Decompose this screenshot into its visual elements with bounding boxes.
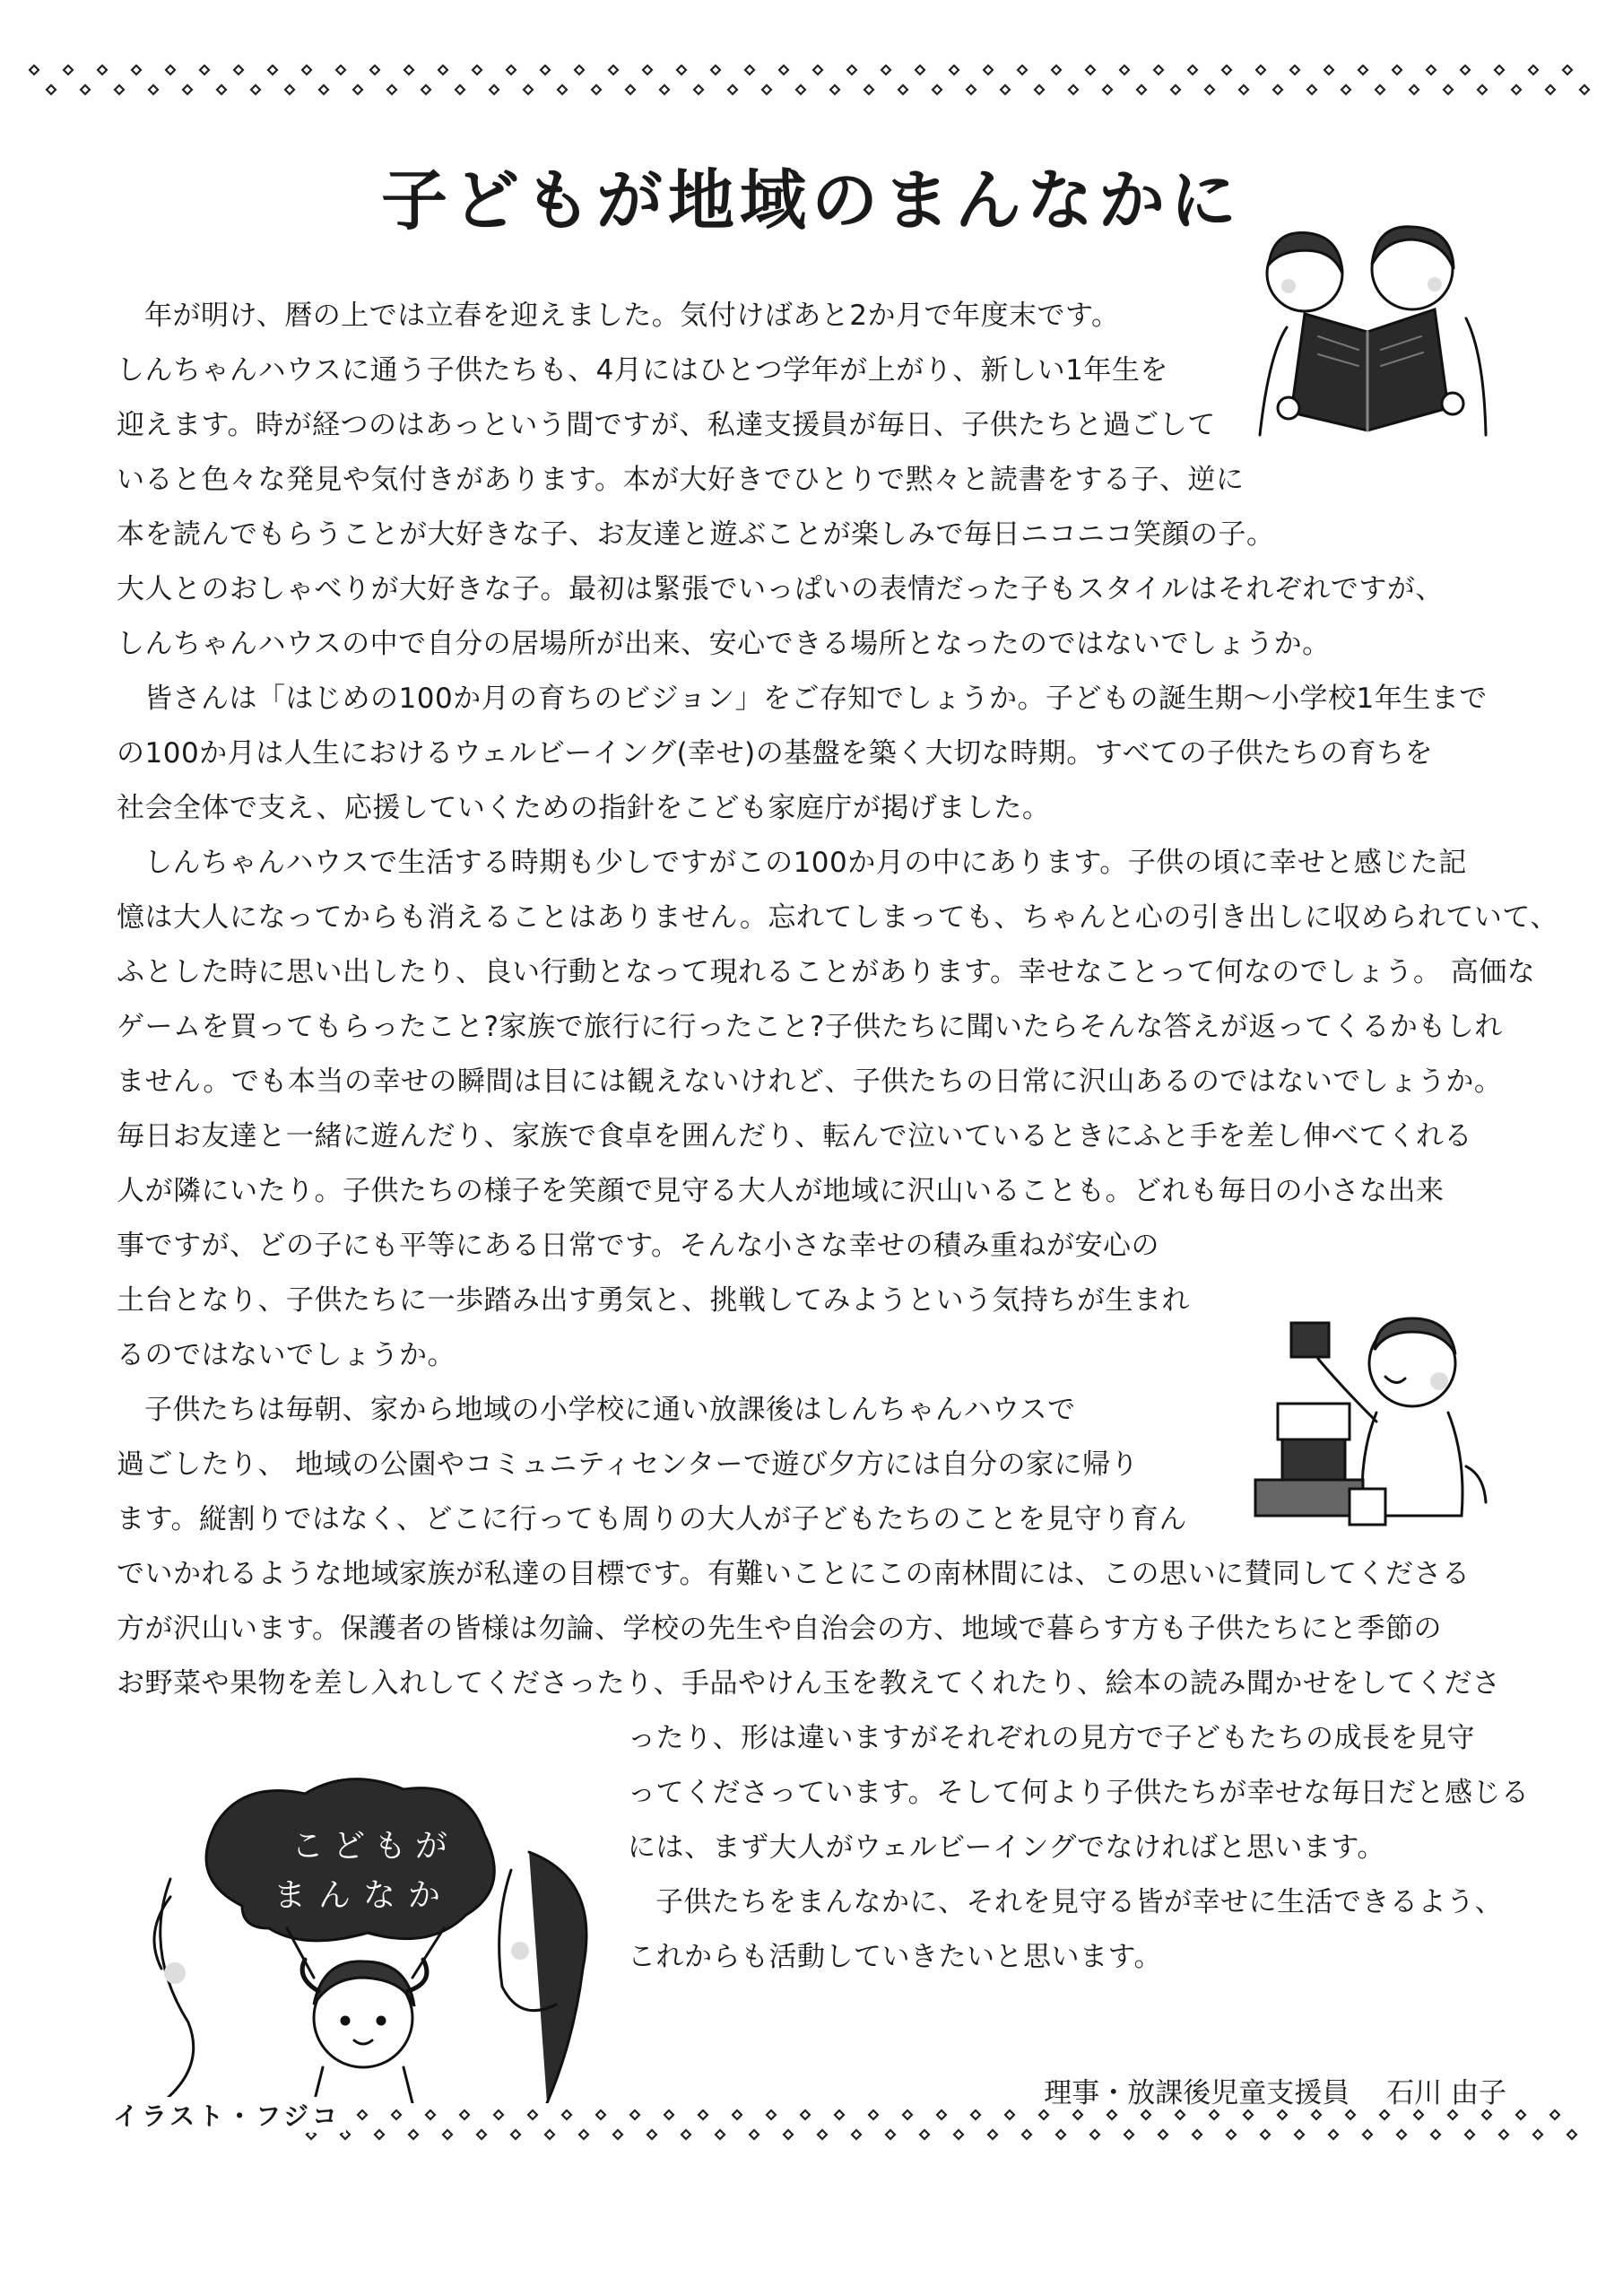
diamond-icon [1516,2110,1525,2119]
diamond-icon [937,2110,946,2119]
diamond-icon [1256,65,1265,74]
diamond-icon [473,65,482,74]
diamond-icon [1205,85,1214,94]
paragraph-4 [117,1383,1501,1711]
diamond-icon [1341,85,1350,94]
paragraph-line: ます。縦割りではなく、どこに行っても周りの大人が子どもたちのことを見守り育ん [117,1503,1187,1535]
diamond-icon [353,85,362,94]
diamond-icon [1141,2110,1150,2119]
diamond-icon [1414,2110,1423,2119]
diamond-icon [643,65,652,74]
paragraph-line: これからも活動していきたいと思います。 [628,1941,1163,1973]
diamond-icon [1137,85,1146,94]
diamond-icon [813,65,822,74]
diamond-icon [1363,2130,1372,2139]
diamond-icon [1448,2110,1457,2119]
diamond-icon [881,65,890,74]
diamond-icon [886,2130,895,2139]
diamond-icon [801,2110,810,2119]
diamond-icon [370,65,379,74]
diamond-icon [1239,85,1248,94]
diamond-icon [1427,65,1436,74]
diamond-icon [1154,65,1163,74]
diamond-icon [1103,85,1112,94]
diamond-icon [677,65,686,74]
diamond-icon [664,2110,673,2119]
diamond-icon [835,2110,844,2119]
paragraph-line: ってくださっています。そして何より子供たちが幸せな毎日だと感じる [628,1777,1530,1809]
diamond-icon [438,65,447,74]
diamond-icon [609,65,618,74]
paragraph-line: 事ですが、どの子にも平等にある日常です。そんな小さな幸せの積み重ねが安心の [117,1230,1160,1262]
diamond-icon [1312,2110,1321,2119]
diamond-icon [149,85,158,94]
diamond-icon [699,2110,707,2119]
diamond-icon [1495,65,1504,74]
diamond-icon [64,65,73,74]
diamond-icon [1188,65,1197,74]
diamond-icon [1159,2130,1167,2139]
diamond-icon [183,85,192,94]
paragraph-line: いると色々な発見や気付きがあります。本が大好きでひとりで黙々と読書をする子、逆に [117,464,1245,496]
diamond-icon [1329,2130,1338,2139]
paragraph-line: 子供たちをまんなかに、それを見守る皆が幸せに生活できるよう、 [655,1886,1503,1918]
diamond-icon [528,2110,537,2119]
diamond-icon [1227,2130,1236,2139]
diamond-icon [869,2110,878,2119]
paragraph-line: 過ごしたり、 地域の公園やコミュニティセンターで遊び夕方には自分の家に帰り [117,1448,1140,1481]
diamond-icon [1210,2110,1219,2119]
diamond-icon [1052,65,1061,74]
diamond-icon [1478,85,1487,94]
diamond-icon [392,2110,401,2119]
diamond-icon [1431,2130,1440,2139]
diamond-icon [1324,65,1333,74]
diamond-icon [1290,65,1299,74]
diamond-icon [916,65,924,74]
diamond-icon [1176,2110,1185,2119]
diamond-icon [1546,85,1555,94]
diamond-icon [456,85,464,94]
paragraph-2 [117,672,1488,836]
diamond-icon [1512,85,1521,94]
diamond-icon [660,85,669,94]
diamond-icon [767,2110,776,2119]
diamond-icon [681,2130,690,2139]
diamond-icon [796,85,805,94]
diamond-icon [336,65,345,74]
diamond-icon [626,85,635,94]
diamond-icon [903,2110,912,2119]
diamond-icon [711,65,720,74]
diamond-icon [1001,85,1010,94]
top-diamond-border [27,54,1596,108]
diamond-icon [762,85,771,94]
paragraph-line: しんちゃんハウスに通う子供たちも、4月にはひとつ学年が上がり、新しい1年生を [117,354,1168,387]
diamond-icon [166,65,175,74]
diamond-icon [864,85,873,94]
diamond-icon [575,65,584,74]
diamond-icon [1393,65,1402,74]
paragraph-line: 方が沢山います。保護者の皆様は勿論、学校の先生や自治会の方、地域で暮らす方も子供たちにと季節の [117,1613,1443,1645]
diamond-icon [596,2110,605,2119]
diamond-icon [460,2110,469,2119]
diamond-icon [1124,2130,1133,2139]
diamond-icon [558,85,567,94]
diamond-icon [733,2110,742,2119]
diamond-icon [1273,85,1282,94]
author-signature: 理事・放課後児童支援員 石川 由子 [1044,2077,1506,2109]
diamond-icon [1005,2110,1014,2119]
diamond-icon [1376,85,1384,94]
diamond-icon [421,85,430,94]
diamond-icon [898,85,907,94]
paragraph-line: でいかれるような地域家族が私達の目標です。有難いことにこの南林間には、この思いに賛同してくださる [117,1558,1471,1590]
diamond-icon [1529,65,1538,74]
diamond-icon [784,2130,793,2139]
diamond-icon [1346,2110,1355,2119]
paragraph-line: 憶は大人になってからも消えることはありません。忘れてしまっても、ちゃんと心の引き出しに収められていて、 [117,901,1558,934]
diamond-icon [217,85,226,94]
diamond-icon [750,2130,759,2139]
diamond-icon [1567,2130,1576,2139]
diamond-icon [234,65,243,74]
diamond-icon [1244,2110,1253,2119]
diamond-icon [1278,2110,1287,2119]
diamond-icon [1410,85,1419,94]
diamond-icon [426,2110,435,2119]
diamond-icon [779,65,788,74]
diamond-icon [1563,65,1572,74]
diamond-icon [647,2130,656,2139]
paragraph-line: 人が隣にいたり。子供たちの様子を笑顔で見守る大人が地域に沢山いることも。どれも毎日の小さな出来 [117,1175,1445,1207]
diamond-icon [490,85,499,94]
diamond-icon [319,85,328,94]
diamond-icon [1295,2130,1304,2139]
diamond-icon [443,2130,452,2139]
paragraph-line: 年が明け、暦の上では立春を迎えました。気付けばあと2か月で年度末です。 [144,300,1120,332]
paragraph-line: お野菜や果物を差し入れしてくださったり、手品やけん玉を教えてくれたり、絵本の読み聞かせをしてくださ [117,1667,1501,1700]
diamond-icon [1120,65,1129,74]
diamond-icon [285,85,294,94]
diamond-icon [524,85,533,94]
diamond-icon [1039,2110,1048,2119]
diamond-icon [1580,85,1589,94]
diamond-icon [1358,65,1367,74]
diamond-icon [375,2130,384,2139]
diamond-icon [1073,2110,1082,2119]
diamond-icon [477,2130,486,2139]
paragraph-line: の100か月は人生におけるウェルビーイング(幸せ)の基盤を築く大切な時期。すべての子供たちの育ちを [117,737,1434,770]
diamond-icon [358,2110,367,2119]
paragraph-line: 大人とのおしゃべりが大好きな子。最初は緊張でいっぱいの表情だった子もスタイルはそれぞれですが、 [117,573,1444,605]
diamond-icon [988,2130,997,2139]
cloud-text-line1: こどもが [291,1828,457,1865]
paragraph-3 [117,836,1558,1383]
diamond-icon [1035,85,1044,94]
paragraph-line: 土台となり、子供たちに一歩踏み出す勇気と、挑戦してみようという気持ちが生まれ [117,1284,1190,1317]
paragraph-line: 本を読んでもらうことが大好きな子、お友達と遊ぶことが楽しみで毎日ニコニコ笑顔の子。 [117,518,1275,551]
diamond-icon [507,65,516,74]
paragraph-line: しんちゃんハウスの中で自分の居場所が出来、安心できる場所となったのではないでしょうか。 [117,628,1331,660]
diamond-icon [847,65,856,74]
diamond-icon [1380,2110,1389,2119]
diamond-icon [1222,65,1231,74]
paragraph-line: 迎えます。時が経つのはあっという間ですが、私達支援員が毎日、子供たちと過ごして [117,409,1216,441]
diamond-icon [98,65,107,74]
diamond-icon [920,2130,929,2139]
diamond-icon [984,65,993,74]
diamond-icon [971,2110,980,2119]
diamond-icon [579,2130,588,2139]
paragraph-line: るのではないでしょうか。 [117,1339,456,1371]
diamond-icon [1482,2110,1491,2119]
diamond-icon [1171,85,1180,94]
diamond-icon [933,85,942,94]
diamond-icon [387,85,396,94]
family-cloud-illustration [135,1771,601,2103]
diamond-icon [592,85,601,94]
paragraph-line: ゲームを買ってもらったこと?家族で旅行に行ったこと?子供たちに聞いたらそんな答えが返ってくるかもしれ [117,1011,1503,1043]
diamond-icon [1090,2130,1099,2139]
diamond-icon [967,85,976,94]
page-title: 子どもが地域のまんなかに [381,162,1242,239]
diamond-icon [1444,85,1453,94]
illustration-credit: イラスト・フジコ [108,2097,346,2133]
diamond-icon [1533,2130,1542,2139]
diamond-icon [494,2110,503,2119]
diamond-icon [132,65,141,74]
diamond-icon [1086,65,1095,74]
paragraph-line: 皆さんは「はじめの100か月の育ちのビジョン」をご存知でしょうか。子どもの誕生期～小学校1年生まで [144,683,1488,715]
paragraph-5 [628,1711,1530,1875]
diamond-icon [1397,2130,1406,2139]
diamond-icon [47,85,56,94]
diamond-icon [562,2110,571,2119]
paragraph-line: ふとした時に思い出したり、良い行動となって現れることがあります。幸せなことって何なのでしょう。 高価な [117,956,1536,988]
diamond-icon [630,2110,639,2119]
diamond-icon [1069,85,1078,94]
diamond-icon [251,85,260,94]
diamond-icon [1022,2130,1031,2139]
diamond-icon [1465,2130,1474,2139]
paragraph-line: には、まず大人がウェルビーイングでなければと思います。 [628,1831,1385,1864]
diamond-icon [613,2130,622,2139]
diamond-icon [268,65,277,74]
paragraph-line: しんちゃんハウスで生活する時期も少しですがこの100か月の中にあります。子供の頃に幸せと感じた記 [144,847,1467,879]
diamond-icon [716,2130,725,2139]
diamond-icon [818,2130,827,2139]
diamond-icon [511,2130,520,2139]
diamond-icon [409,2130,418,2139]
paragraph-line: ません。でも本当の幸せの瞬間は目には観えないけれど、子供たちの日常に沢山あるのではないでしょうか。 [117,1065,1503,1098]
paragraph-line: ったり、形は違いますがそれぞれの見方で子どもたちの成長を見守 [628,1722,1475,1754]
paragraph-1 [117,289,1444,672]
diamond-icon [404,65,413,74]
diamond-icon [81,85,90,94]
diamond-icon [200,65,209,74]
paragraph-line: 子供たちは毎朝、家から地域の小学校に通い放課後はしんちゃんハウスで [144,1394,1076,1426]
diamond-icon [1499,2130,1508,2139]
diamond-icon [302,65,311,74]
diamond-icon [1056,2130,1065,2139]
paragraph-6 [628,1875,1503,1985]
diamond-icon [115,85,124,94]
diamond-icon [545,2130,554,2139]
diamond-icon [852,2130,861,2139]
diamond-icon [830,85,839,94]
diamond-icon [1018,65,1027,74]
diamond-icon [950,65,959,74]
diamond-icon [728,85,737,94]
paragraph-line: 毎日お友達と一緒に遊んだり、家族で食卓を囲んだり、転んで泣いているときにふと手を差し伸べてくれる [117,1120,1472,1152]
diamond-icon [541,65,550,74]
diamond-icon [694,85,703,94]
diamond-icon [1461,65,1470,74]
diamond-icon [1107,2110,1116,2119]
diamond-icon [1550,2110,1559,2119]
diamond-icon [954,2130,963,2139]
diamond-icon [1261,2130,1270,2139]
cloud-text-line2: まんなか [273,1877,454,1914]
diamond-icon [30,65,39,74]
diamond-icon [1193,2130,1202,2139]
diamond-icon [1307,85,1316,94]
diamond-icon [745,65,754,74]
paragraph-line: 社会全体で支え、応援していくための指針をこども家庭庁が掲げました。 [117,792,1051,824]
